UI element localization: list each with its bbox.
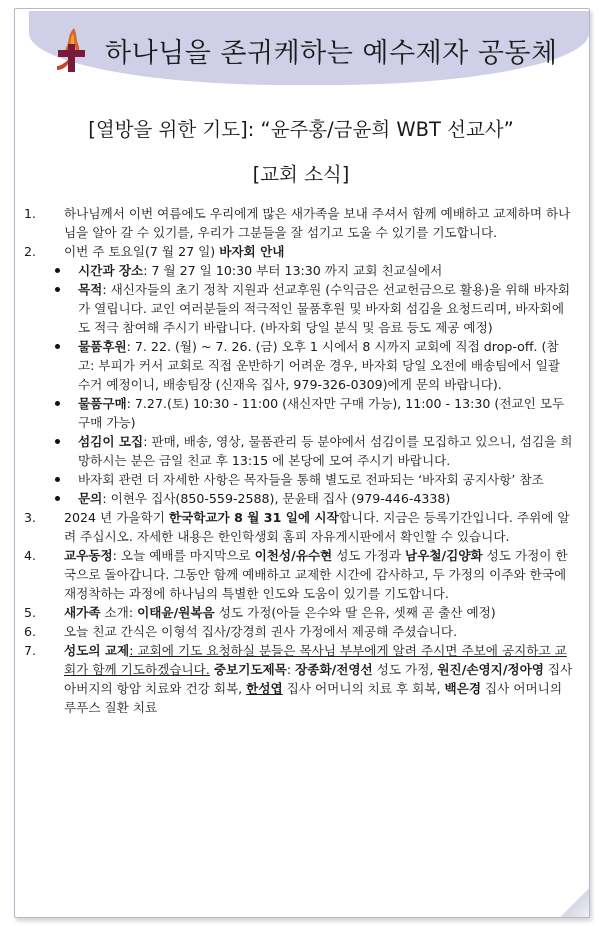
community-title: 하나님을 존귀케하는 예수제자 공동체 <box>105 38 558 69</box>
bullet-item <box>14 337 588 394</box>
news-list <box>14 204 588 717</box>
item-number: 5. <box>23 605 36 620</box>
news-item <box>14 546 588 603</box>
text-segment: 성도 가정(아들 은수와 딸 은유, 셋째 곧 출산 예정) <box>214 605 496 620</box>
text-segment: 섬김이 모집 <box>78 434 144 449</box>
text-segment: 합니다. 지금은 등록기간입니다. 주위에 알려 주십시오. 자세한 내용은 한인학생회 홈피 자유게시판에서 확인할 수 있습니다. <box>64 510 570 544</box>
text-segment: 2024 년 가을학기 <box>64 510 169 525</box>
text-segment: 한성엽 <box>246 681 283 696</box>
text-segment: : <box>286 662 296 677</box>
text-segment: 이태윤/원복음 <box>137 605 215 620</box>
text-segment: : 판매, 배송, 영상, 물품관리 등 분야에서 섬김이를 모집하고 있으니, 섬김을 희망하시는 분은 금일 친교 후 13:15 에 본당에 모여 주시기 바랍니다. <box>78 434 573 468</box>
bullet-item <box>14 432 588 470</box>
text-segment: 문의 <box>78 491 103 506</box>
prayer-heading: [열방을 위한 기도]: “윤주홍/금윤희 WBT 선교사” <box>88 118 514 141</box>
text-segment: 성도의 교제 <box>64 643 130 658</box>
page-curl <box>560 888 590 918</box>
header-banner <box>29 11 589 85</box>
bullet-icon <box>55 477 60 482</box>
text-segment: 물품구매 <box>78 396 127 411</box>
news-item <box>14 508 588 546</box>
text-segment: 백은경 <box>444 681 482 696</box>
text-segment: 물품후원 <box>78 339 127 354</box>
text-segment: : 7 월 27 일 10:30 부터 13:30 까지 교회 친교실에서 <box>143 263 443 278</box>
news-item <box>14 603 588 622</box>
item-number: 4. <box>23 548 36 563</box>
bullet-icon <box>55 268 60 273</box>
text-segment: 집사 어머니의 루푸스 질환 치료 <box>64 681 567 715</box>
bullet-item <box>14 489 588 508</box>
text-segment: 바자회 안내 <box>219 244 285 259</box>
bullet-item <box>14 261 588 280</box>
text-segment: 집사 아버지의 항암 치료와 건강 회복, <box>64 662 577 696</box>
bullet-icon <box>55 496 60 501</box>
item-number: 2. <box>23 244 36 259</box>
text-segment: 중보기도제목 <box>213 662 287 677</box>
text-segment: 교우동정 <box>64 548 113 563</box>
text-segment: : 이현우 집사(850-559-2588), 문윤태 집사 (979-446-4338) <box>102 491 451 506</box>
text-segment: 장종화/전영선 <box>295 662 373 677</box>
text-segment: 한국학교가 8 월 31 일에 시작 <box>168 510 339 525</box>
bullet-icon <box>55 401 60 406</box>
text-segment: 성도 가정과 <box>332 548 406 563</box>
bullet-icon <box>55 439 60 444</box>
text-segment: 소개: <box>100 605 138 620</box>
bullet-icon <box>55 287 60 292</box>
text-segment: 시간과 장소 <box>78 263 144 278</box>
news-item <box>14 242 588 261</box>
text-segment: : 새신자들의 초기 정착 지원과 선교후원 (수익금은 선교헌금으로 활용)을 위해 바자회가 열립니다. 교인 여러분들의 적극적인 물품후원 및 바자회 섬김을 요청드리며, 바자회에도 적극 참여해 주시기 바랍니다. (바자회 당일 분식 및 음료 등도 제공 예정) <box>78 282 571 335</box>
item-number: 7. <box>23 643 36 658</box>
text-segment: 원진/손영지/정아영 <box>437 662 544 677</box>
text-segment: : 7.27.(토) 10:30 - 11:00 (새신자만 구매 가능), 11:00 - 13:30 (전교인 모두 구매 가능) <box>78 396 569 430</box>
text-segment: 이천성/유수현 <box>254 548 333 563</box>
news-item <box>14 641 588 717</box>
text-segment: : 교회에 기도 요청하실 분들은 목사님 부부에게 알려 주시면 주보에 공지하고 교회가 함께 기도하겠습니다. <box>64 643 567 677</box>
item-number: 6. <box>23 624 36 639</box>
item-number: 1. <box>23 206 36 221</box>
text-segment: 집사 어머니의 치료 후 회복, <box>282 681 445 696</box>
bullet-item <box>14 394 588 432</box>
text-segment: 하나님께서 이번 여름에도 우리에게 많은 새가족을 보내 주셔서 함께 예배하고 교제하며 하나님을 알아 갈 수 있기를, 우리가 그분들을 잘 섬기고 도울 수 있기를 기도합니다. <box>64 206 571 240</box>
text-segment: : 오늘 예배를 마지막으로 <box>112 548 255 563</box>
news-item <box>14 622 588 641</box>
text-segment: 이번 주 토요일(7 월 27 일) <box>64 244 220 259</box>
text-segment: 바자회 관련 더 자세한 사항은 목자들을 통해 별도로 전파되는 ‘바자회 공지사항’ 참조 <box>78 472 544 487</box>
church-logo-icon <box>53 26 91 74</box>
text-segment: : 7. 22. (월) ~ 7. 26. (금) 오후 1 시에서 8 시까지 교회에 직접 drop-off. (참고: 부피가 커서 교회로 직접 운반하기 어려운 경우, 바자회 당일 오전에 배송팀에서 일괄 수거 예정이니, 배송팀장 (신재욱 집사, 979-326-0309)에게 문의 바랍니다). <box>78 339 565 392</box>
news-heading: [교회 소식] <box>252 163 350 186</box>
news-item <box>14 204 588 242</box>
bullet-icon <box>55 344 60 349</box>
text-segment: 오늘 친교 간식은 이형석 집사/강경희 권사 가정에서 제공해 주셨습니다. <box>64 624 458 639</box>
text-segment: 목적 <box>78 282 103 297</box>
text-segment: 남우철/김양화 <box>405 548 483 563</box>
text-segment: 성도 가정이 한국으로 돌아갑니다. 그동안 함께 예배하고 교제한 시간에 감사하고, 두 가정의 이주와 한국에 재정착하는 과정에 하나님의 특별한 인도와 도움이 있기를 기도합니다. <box>64 548 571 601</box>
text-segment: 성도 가정, <box>372 662 438 677</box>
bullet-item <box>14 280 588 337</box>
item-number: 3. <box>23 510 36 525</box>
text-segment: 새가족 <box>64 605 101 620</box>
bullet-item <box>14 470 588 489</box>
